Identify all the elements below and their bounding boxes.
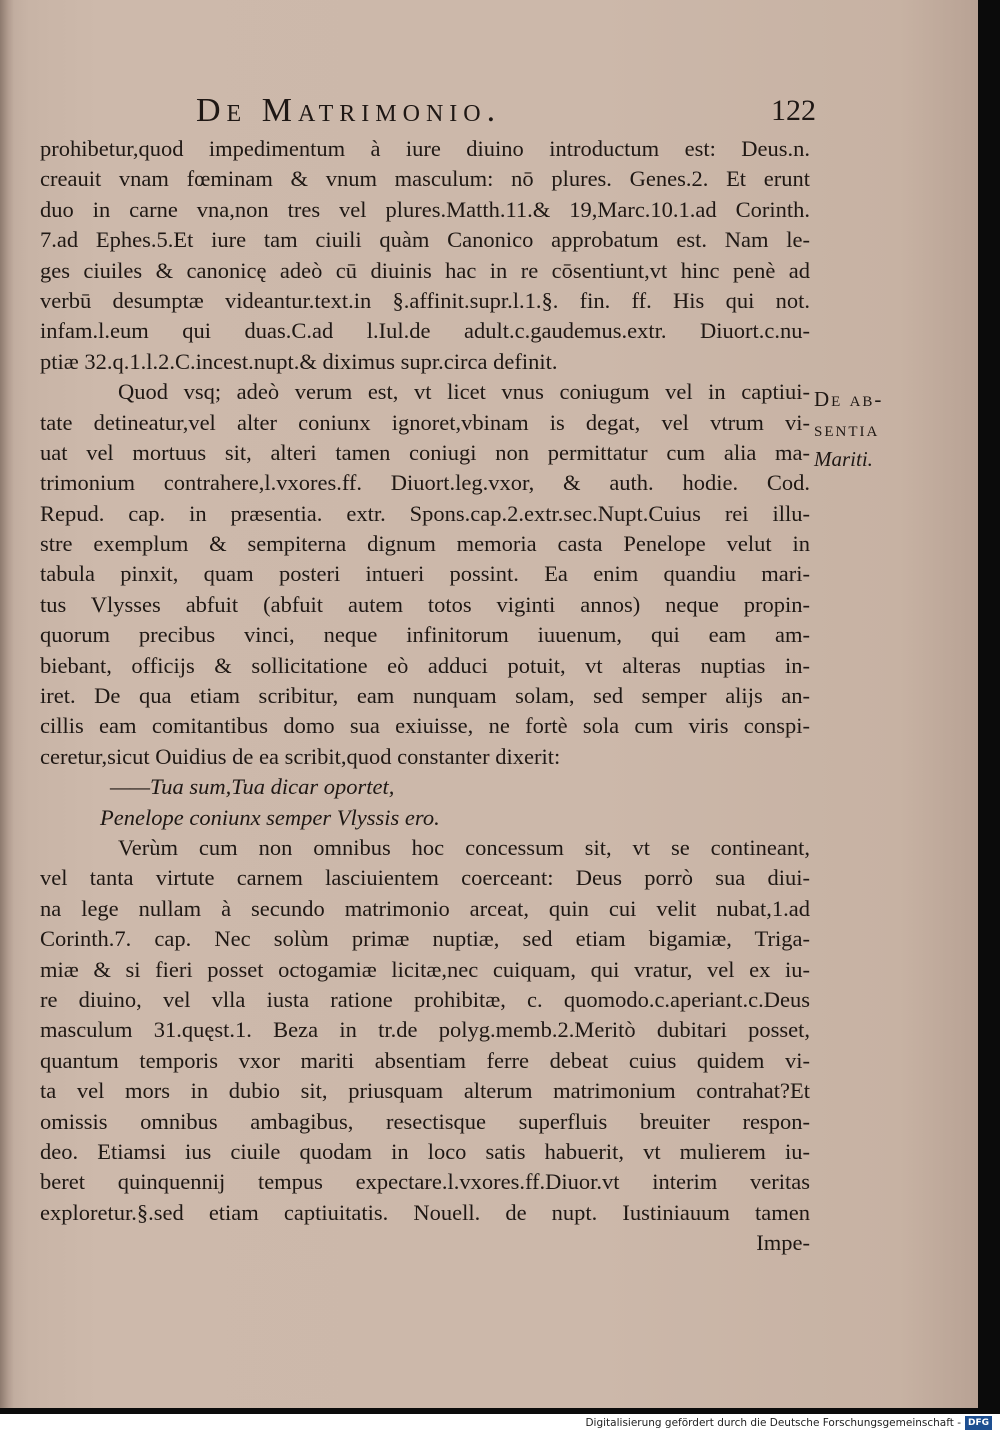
running-head	[196, 92, 816, 132]
text-line: omissis omnibus ambagibus, resectisque superfluis breuiter respon-	[40, 1108, 810, 1134]
text-line: tus Vlysses abfuit (abfuit autem totos viginti annos) neque propin-	[40, 591, 810, 617]
text-line: Quod vsq; adeò verum est, vt licet vnus coniugum vel in captiui-	[118, 379, 810, 405]
text-line: quantum temporis vxor mariti absentiam ferre debeat cuius quidem vi-	[40, 1047, 810, 1073]
header-title: De Matrimonio.	[196, 92, 502, 129]
text-line: exploretur.§.sed etiam captiuitatis. Nouell. de nupt. Iustiniauum tamen	[40, 1199, 810, 1225]
text-line: quorum precibus vinci, neque infinitorum iuuenum, qui eam am-	[40, 622, 810, 648]
verse-line: Penelope coniunx semper Vlyssis ero.	[100, 804, 440, 830]
marginal-note-line: sentia	[814, 417, 880, 441]
catchword: Impe-	[756, 1230, 810, 1256]
text-line: Corinth.7. cap. Nec solùm primæ nuptiæ, sed etiam bigamiæ, Triga-	[40, 926, 810, 952]
text-line: infam.l.eum qui duas.C.ad l.Iul.de adult.c.gaudemus.extr. Diuort.c.nu-	[40, 318, 810, 344]
text-line: creauit vnam fœminam & vnum masculum: nō plures. Genes.2. Et erunt	[40, 166, 810, 192]
text-line: masculum 31.quęst.1. Beza in tr.de polyg.memb.2.Meritò dubitari posset,	[40, 1017, 810, 1043]
text-line: na lege nullam à secundo matrimonio arceat, quin cui velit nubat,1.ad	[40, 895, 810, 921]
text-line: ptiæ 32.q.1.l.2.C.incest.nupt.& diximus supr.circa definit.	[40, 348, 558, 374]
text-line: biebant, officijs & sollicitatione eò adduci potuit, vt alteras nuptias in-	[40, 652, 810, 678]
text-line: ges ciuiles & canonicę adeò cū diuinis hac in re cōsentiunt,vt hinc penè ad	[40, 257, 810, 283]
text-line: miæ & si fieri posset octogamiæ licitæ,nec cuiquam, qui vratur, vel ex iu-	[40, 956, 810, 982]
text-line: beret quinquennij tempus expectare.l.vxores.ff.Diuor.vt interim veritas	[40, 1169, 810, 1195]
marginal-note-line: Mariti.	[814, 447, 873, 471]
text-line: stre exemplum & sempiterna dignum memoria casta Penelope velut in	[40, 531, 810, 557]
text-line: trimonium contrahere,l.vxores.ff. Diuort.leg.vxor, & auth. hodie. Cod.	[40, 470, 810, 496]
text-line: ta vel mors in dubio sit, priusquam alterum matrimonium contrahat?Et	[40, 1078, 810, 1104]
text-line: Repud. cap. in præsentia. extr. Spons.cap.2.extr.sec.Nupt.Cuius rei illu-	[40, 500, 810, 526]
text-line: uat vel mortuus sit, alteri tamen coniugi non permittatur cum alia ma-	[40, 439, 810, 465]
text-line: vel tanta virtute carnem lasciuientem coerceant: Deus porrò sua diui-	[40, 865, 810, 891]
text-line: ceretur,sicut Ouidius de ea scribit,quod constanter dixerit:	[40, 743, 561, 769]
text-line: tabula pinxit, quam posteri intueri possint. Ea enim quandiu mari-	[40, 561, 810, 587]
verse-line: ——Tua sum,Tua dicar oportet,	[110, 774, 395, 800]
body-text	[40, 134, 810, 1258]
footer-credit	[585, 1415, 992, 1431]
text-line: tate detineatur,vel alter coniunx ignoret,vbinam is degat, vel vtrum vi-	[40, 409, 810, 435]
text-line: re diuino, vel vlla iusta ratione prohibitæ, c. quomodo.c.aperiant.c.Deus	[40, 986, 810, 1012]
text-line: prohibetur,quod impedimentum à iure diuino introductum est: Deus.n.	[40, 136, 810, 161]
dfg-logo: DFG	[965, 1416, 992, 1430]
text-line: deo. Etiamsi ius ciuile quodam in loco satis habuerit, vt mulierem iu-	[40, 1138, 810, 1164]
text-line: 7.ad Ephes.5.Et iure tam ciuili quàm Canonico approbatum est. Nam le-	[40, 227, 810, 253]
page-number: 122	[771, 94, 816, 127]
text-line: Verùm cum non omnibus hoc concessum sit, vt se contineant,	[118, 834, 810, 860]
marginal-note-line: De ab-	[814, 387, 884, 411]
text-line: verbū desumptæ videantur.text.in §.affinit.supr.l.1.§. fin. ff. His qui not.	[40, 287, 810, 313]
text-line: iret. De qua etiam scribitur, eam nunquam solam, sed semper alijs an-	[40, 683, 810, 709]
footer-credit-text: Digitalisierung gefördert durch die Deutsche Forschungsgemeinschaft -	[585, 1417, 961, 1429]
text-line: duo in carne vna,non tres vel plures.Matth.11.& 19,Marc.10.1.ad Corinth.	[40, 196, 810, 222]
marginal-note	[814, 384, 924, 474]
page-edge	[0, 0, 14, 1408]
text-line: cillis eam comitantibus domo sua exiuisse, ne fortè sola cum viris conspi-	[40, 713, 810, 739]
